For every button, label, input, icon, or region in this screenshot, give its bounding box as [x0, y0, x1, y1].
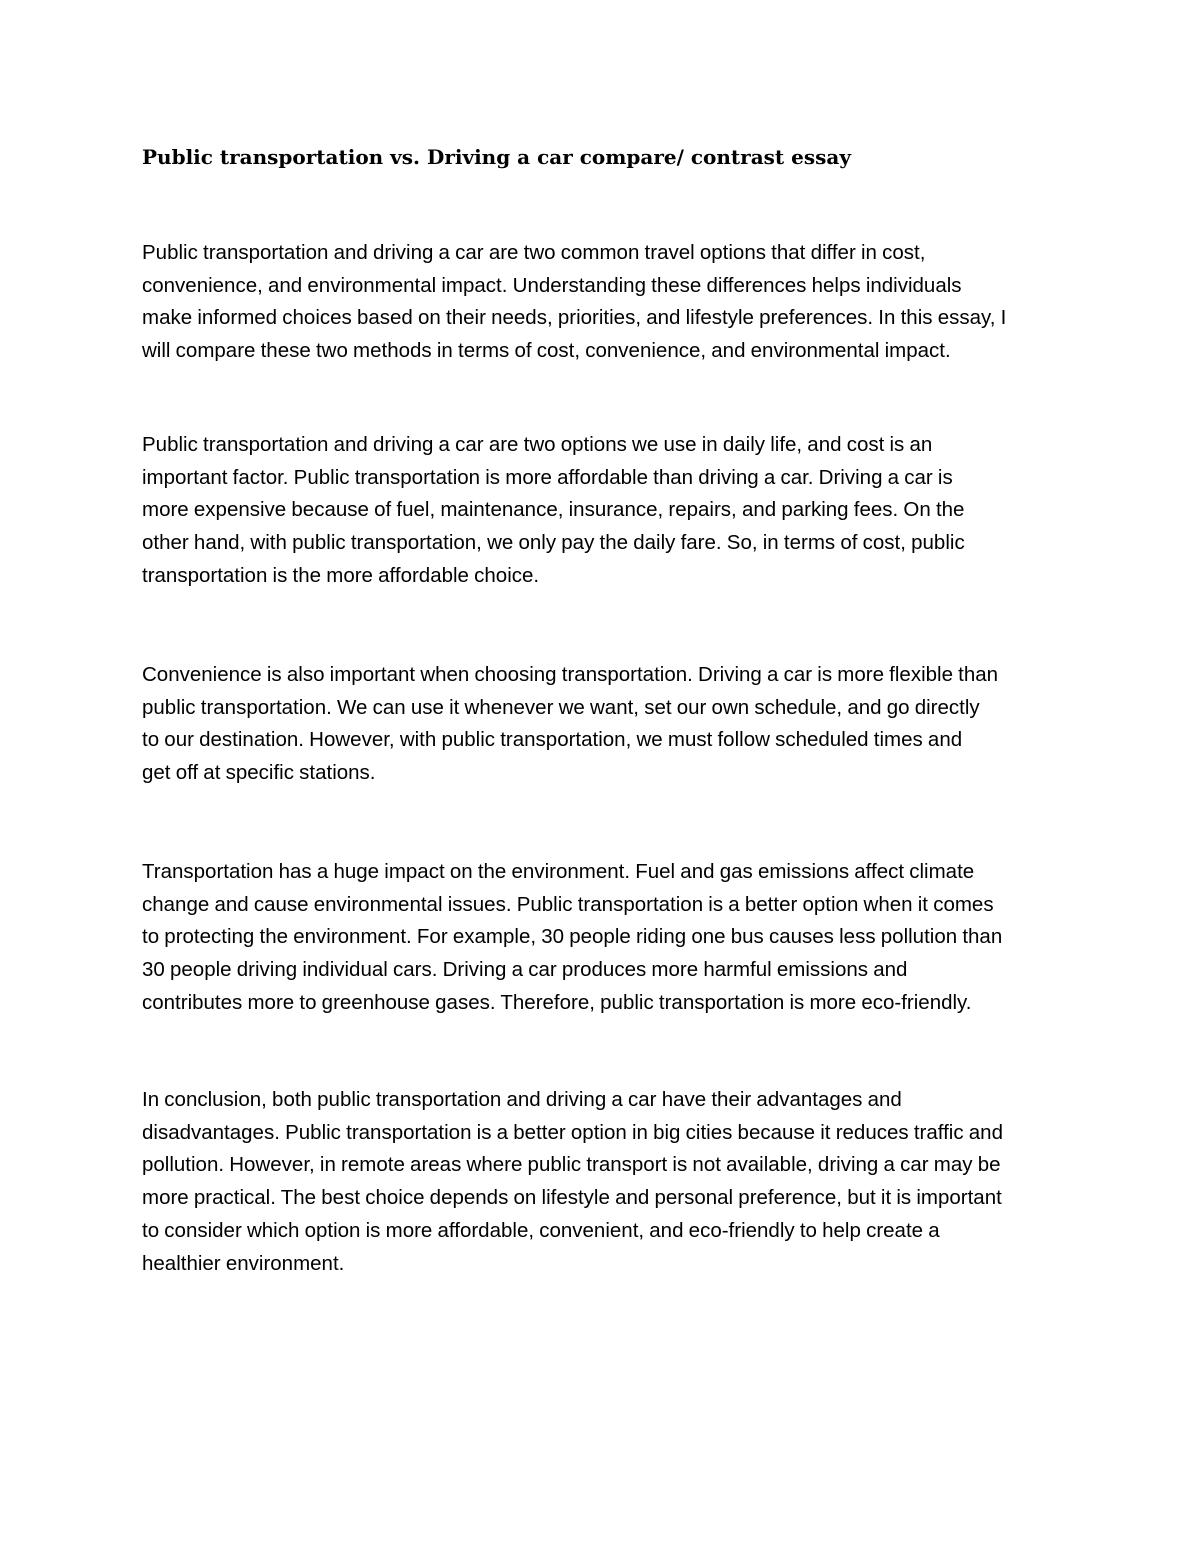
- conclusion-paragraph: [142, 1084, 1067, 1280]
- paragraph-line: other hand, with public transportation, we only pay the daily fare. So, in terms of cost, public: [142, 531, 965, 555]
- paragraph-line: to our destination. However, with public transportation, we must follow scheduled times and: [142, 728, 963, 752]
- paragraph-line: Public transportation and driving a car are two common travel options that differ in cost,: [142, 241, 926, 264]
- paragraph-line: change and cause environmental issues. Public transportation is a better option when it comes: [142, 892, 994, 916]
- paragraph-line: important factor. Public transportation is more affordable than driving a car. Driving a car is: [142, 465, 953, 489]
- paragraph-line: transportation is the more affordable choice.: [142, 563, 540, 587]
- paragraph-line: Convenience is also important when choosing transportation. Driving a car is more flexible than: [142, 663, 999, 686]
- paragraph-line: make informed choices based on their needs, priorities, and lifestyle preferences. In this essay, I: [142, 306, 1007, 330]
- convenience-paragraph: [142, 659, 1067, 790]
- paragraph-line: to consider which option is more affordable, convenient, and eco-friendly to help create a: [142, 1218, 940, 1242]
- paragraph-line: contributes more to greenhouse gases. Therefore, public transportation is more eco-friendly.: [142, 990, 972, 1014]
- paragraph-line: to protecting the environment. For example, 30 people riding one bus causes less pollution than: [142, 925, 1003, 949]
- cost-paragraph: [142, 429, 1067, 593]
- paragraph-line: Public transportation and driving a car are two options we use in daily life, and cost is an: [142, 433, 933, 456]
- paragraph-line: more practical. The best choice depends on lifestyle and personal preference, but it is important: [142, 1186, 1002, 1210]
- paragraph-line: disadvantages. Public transportation is a better option in big cities because it reduces traffic and: [142, 1120, 1003, 1144]
- document-title: Public transportation vs. Driving a car compare/ contrast essay: [142, 145, 851, 169]
- environment-paragraph: [142, 856, 1067, 1020]
- paragraph-line: Transportation has a huge impact on the environment. Fuel and gas emissions affect climate: [142, 860, 975, 883]
- introduction-paragraph: [142, 237, 1067, 368]
- paragraph-line: 30 people driving individual cars. Driving a car produces more harmful emissions and: [142, 958, 908, 982]
- paragraph-line: will compare these two methods in terms of cost, convenience, and environmental impact.: [142, 339, 951, 363]
- paragraph-line: public transportation. We can use it whenever we want, set our own schedule, and go directly: [142, 695, 980, 719]
- paragraph-line: convenience, and environmental impact. Understanding these differences helps individuals: [142, 273, 962, 297]
- paragraph-line: get off at specific stations.: [142, 761, 376, 785]
- paragraph-line: pollution. However, in remote areas where public transport is not available, driving a car may be: [142, 1153, 1001, 1177]
- paragraph-line: more expensive because of fuel, maintenance, insurance, repairs, and parking fees. On the: [142, 498, 965, 522]
- paragraph-line: healthier environment.: [142, 1251, 345, 1275]
- paragraph-line: In conclusion, both public transportation and driving a car have their advantages and: [142, 1088, 902, 1111]
